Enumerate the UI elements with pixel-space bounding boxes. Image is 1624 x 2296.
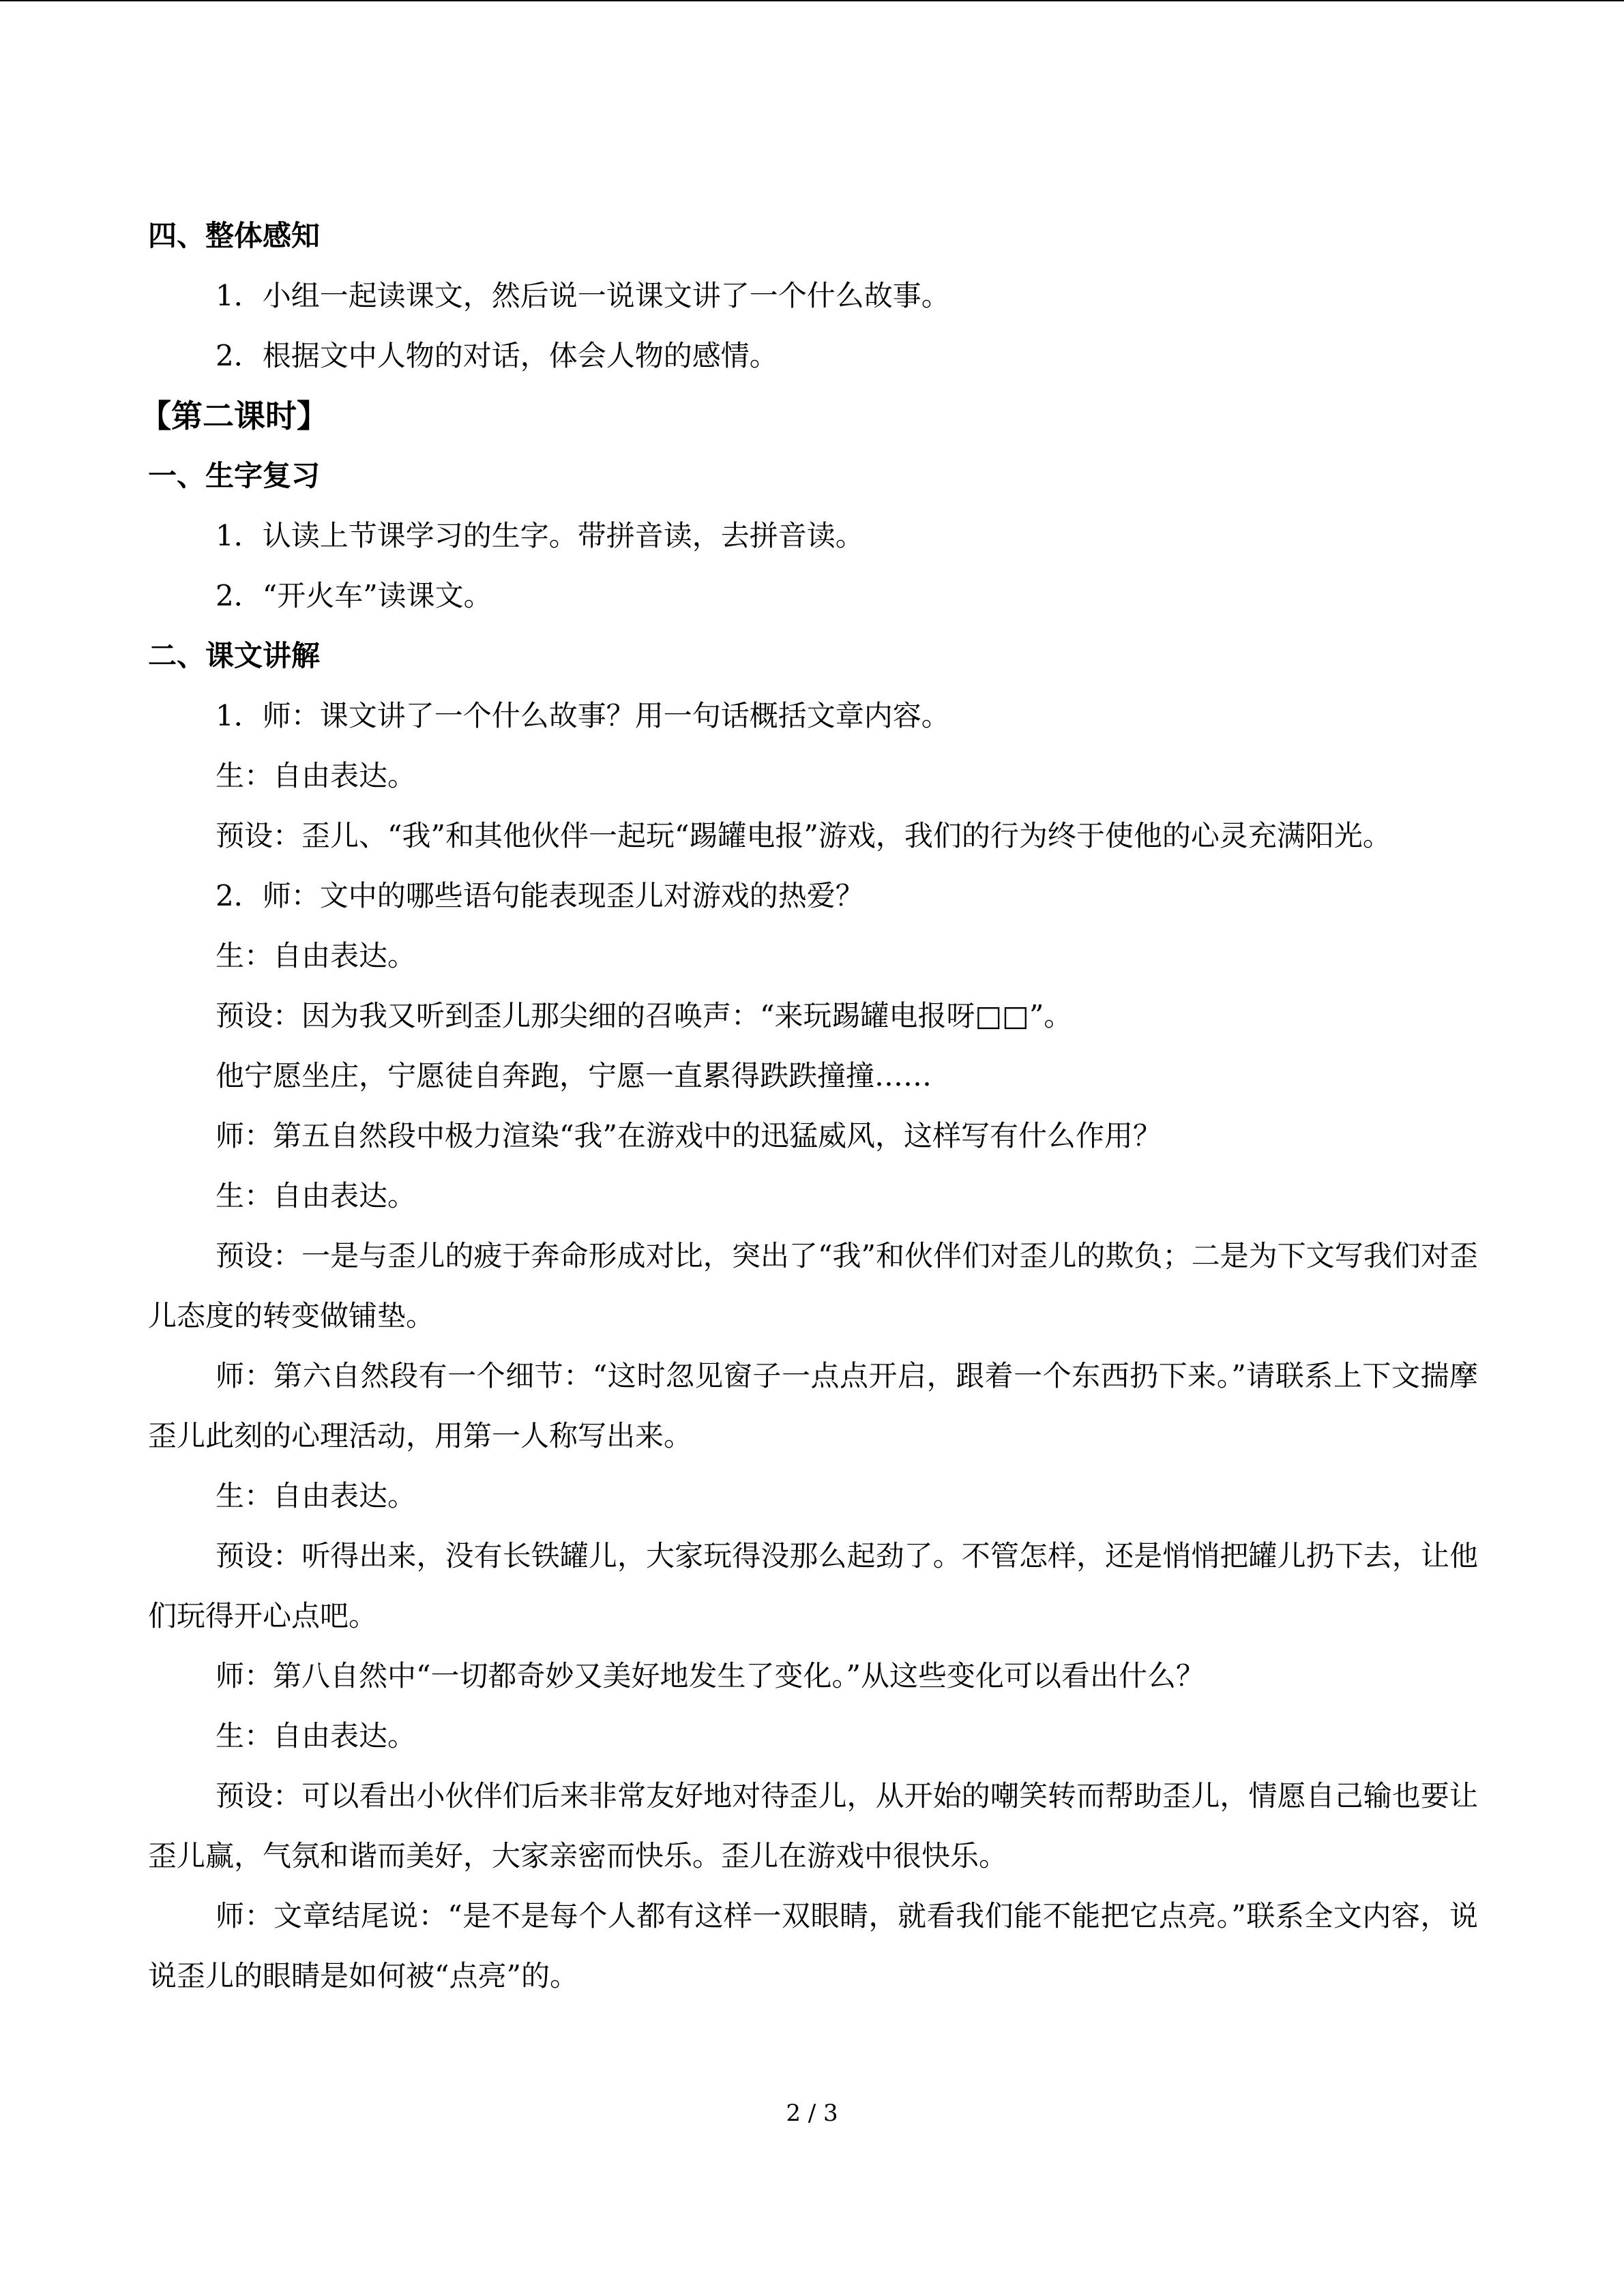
section-heading-character-review: 一、生字复习 (148, 459, 321, 492)
list-item: 1．小组一起读课文，然后说一说课文讲了一个什么故事。 (216, 279, 950, 312)
paragraph: 师：第六自然段有一个细节：“这时忽见窗子一点点开启，跟着一个东西扔下来。”请联系上下文揣摩歪儿此刻的心理活动，用第一人称写出来。 (148, 1359, 1478, 1452)
paragraph: 生：自由表达。 (216, 1719, 417, 1753)
paragraph: 2．师：文中的哪些语句能表现歪儿对游戏的热爱？ (216, 879, 864, 912)
paragraph: 预设：一是与歪儿的疲于奔命形成对比，突出了“我”和伙伴们对歪儿的欺负；二是为下文写我们对歪儿态度的转变做铺垫。 (148, 1239, 1478, 1332)
paragraph: 师：第八自然中“一切都奇妙又美好地发生了变化。”从这些变化可以看出什么？ (216, 1659, 1205, 1693)
list-item: 2．根据文中人物的对话，体会人物的感情。 (216, 339, 778, 372)
paragraph: 预设：歪儿、“我”和其他伙伴一起玩“踢罐电报”游戏，我们的行为终于使他的心灵充满阳光。 (216, 819, 1391, 852)
paragraph: 他宁愿坐庄，宁愿徒自奔跑，宁愿一直累得跌跌撞撞…… (216, 1059, 932, 1092)
list-item: 1．认读上节课学习的生字。带拼音读，去拼音读。 (216, 519, 864, 552)
paragraph: 生：自由表达。 (216, 939, 417, 972)
paragraph: 预设：因为我又听到歪儿那尖细的召唤声：“来玩踢罐电报呀□□”。 (216, 999, 1073, 1032)
lesson-heading: 【第二课时】 (140, 398, 328, 434)
paragraph: 预设：可以看出小伙伴们后来非常友好地对待歪儿，从开始的嘲笑转而帮助歪儿，情愿自己输也要让歪儿赢，气氛和谐而美好，大家亲密而快乐。歪儿在游戏中很快乐。 (148, 1779, 1478, 1873)
paragraph: 生：自由表达。 (216, 1479, 417, 1512)
paragraph: 生：自由表达。 (216, 759, 417, 792)
page-content (140, 206, 1478, 2006)
section-heading-text-explanation: 二、课文讲解 (148, 639, 321, 672)
section-heading-overall-perception: 四、整体感知 (148, 219, 321, 252)
paragraph: 师：文章结尾说：“是不是每个人都有这样一双眼睛，就看我们能不能把它点亮。”联系全文内容，说说歪儿的眼睛是如何被“点亮”的。 (148, 1899, 1478, 1993)
list-item: 2．“开火车”读课文。 (216, 579, 492, 612)
paragraph: 生：自由表达。 (216, 1179, 417, 1212)
paragraph: 1．师：课文讲了一个什么故事？用一句话概括文章内容。 (216, 699, 950, 732)
page-number: 2 / 3 (786, 2100, 838, 2127)
paragraph: 师：第五自然段中极力渲染“我”在游戏中的迅猛威风，这样写有什么作用？ (216, 1119, 1162, 1152)
paragraph: 预设：听得出来，没有长铁罐儿，大家玩得没那么起劲了。不管怎样，还是悄悄把罐儿扔下去，让他们玩得开心点吧。 (148, 1539, 1478, 1632)
